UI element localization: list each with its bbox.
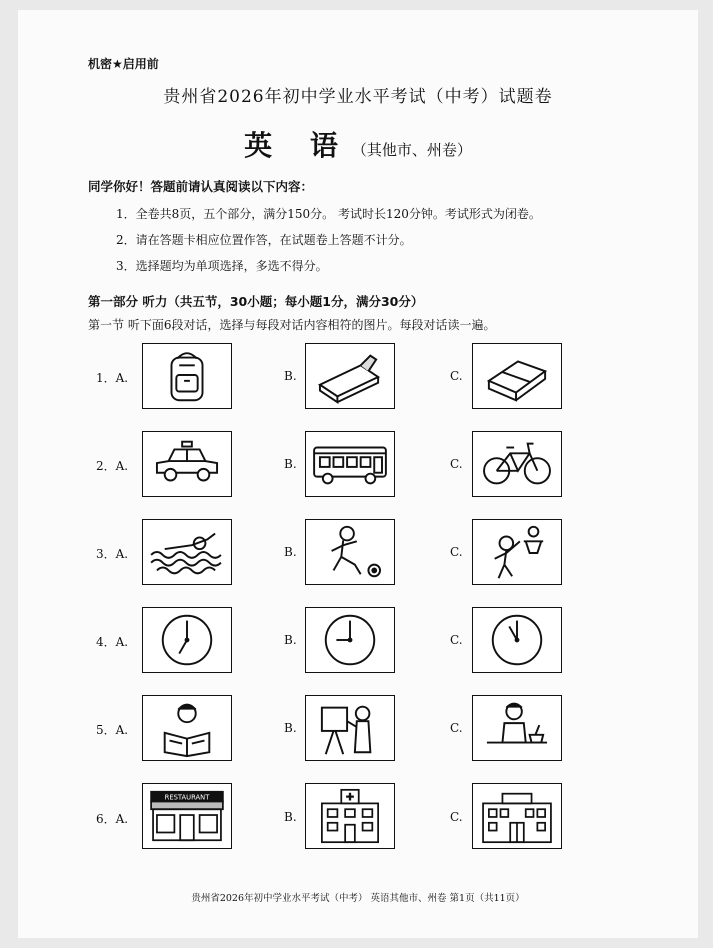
bicycle-icon: [473, 432, 561, 496]
school-icon: [473, 784, 561, 848]
option-1c-picture[interactable]: [472, 343, 562, 409]
rule-2: 2．请在答题卡相应位置作答，在试题卷上答题不计分。: [116, 233, 412, 247]
subject-note: （其他市、州卷）: [351, 141, 472, 159]
option-3a-picture[interactable]: [142, 519, 232, 585]
option-1b-picture[interactable]: [305, 343, 395, 409]
secret-mark: 机密★启用前: [88, 57, 159, 71]
question-5-label: 5．A.: [96, 723, 129, 737]
option-1c-label: C.: [450, 369, 463, 383]
option-5b-label: B.: [284, 721, 297, 735]
option-3b-picture[interactable]: [305, 519, 395, 585]
exam-title: 贵州省2026年初中学业水平考试（中考）试题卷: [163, 87, 553, 107]
option-2b-picture[interactable]: [305, 431, 395, 497]
option-3b-label: B.: [284, 545, 297, 559]
option-2b-label: B.: [284, 457, 297, 471]
option-1b-label: B.: [284, 369, 297, 383]
eraser-icon: [473, 344, 561, 408]
option-6c-label: C.: [450, 810, 463, 824]
question-3-label: 3．A.: [96, 547, 129, 561]
clock-7-icon: [143, 608, 231, 672]
option-6a-picture[interactable]: [142, 783, 232, 849]
question-1-label: 1．A.: [96, 371, 129, 385]
option-4c-label: C.: [450, 633, 463, 647]
taxi-icon: [143, 432, 231, 496]
part1-title: 第一部分 听力（共五节，30小题；每小题1分，满分30分）: [88, 294, 424, 309]
clock-11-icon: [473, 608, 561, 672]
restaurant-icon: [143, 784, 231, 848]
instructions-greeting: 同学你好！答题前请认真阅读以下内容：: [88, 179, 314, 194]
clock-9-icon: [306, 608, 394, 672]
restaurant-sign: RESTAURANT: [164, 793, 210, 802]
cooking-icon: [473, 696, 561, 760]
subject-heading: [18, 124, 698, 164]
page-footer: 贵州省2026年初中学业水平考试（中考） 英语其他市、州卷 第1页（共11页）: [191, 893, 525, 904]
option-5c-label: C.: [450, 721, 463, 735]
football-icon: [306, 520, 394, 584]
painting-icon: [306, 696, 394, 760]
option-4b-picture[interactable]: [305, 607, 395, 673]
option-3c-picture[interactable]: [472, 519, 562, 585]
subject-name: 英 语: [244, 129, 352, 162]
option-5c-picture[interactable]: [472, 695, 562, 761]
option-2c-label: C.: [450, 457, 463, 471]
pencil-case-icon: [306, 344, 394, 408]
option-4b-label: B.: [284, 633, 297, 647]
rule-3: 3．选择题均为单项选择，多选不得分。: [116, 259, 328, 273]
option-4a-picture[interactable]: [142, 607, 232, 673]
hospital-icon: [306, 784, 394, 848]
bus-icon: [306, 432, 394, 496]
option-6b-picture[interactable]: [305, 783, 395, 849]
option-5b-picture[interactable]: [305, 695, 395, 761]
option-4c-picture[interactable]: [472, 607, 562, 673]
question-6-label: 6．A.: [96, 812, 129, 826]
option-2c-picture[interactable]: [472, 431, 562, 497]
option-2a-picture[interactable]: [142, 431, 232, 497]
rule-1: 1．全卷共8页，五个部分，满分150分。 考试时长120分钟。考试形式为闭卷。: [116, 207, 541, 221]
option-3c-label: C.: [450, 545, 463, 559]
reading-icon: [143, 696, 231, 760]
question-2-label: 2．A.: [96, 459, 129, 473]
swimming-icon: [143, 520, 231, 584]
backpack-icon: [143, 344, 231, 408]
option-5a-picture[interactable]: [142, 695, 232, 761]
exam-page: [18, 10, 698, 938]
option-6b-label: B.: [284, 810, 297, 824]
section1-instruction: 第一节 听下面6段对话，选择与每段对话内容相符的图片。每段对话读一遍。: [88, 318, 496, 332]
option-6c-picture[interactable]: [472, 783, 562, 849]
question-4-label: 4．A.: [96, 635, 129, 649]
basketball-icon: [473, 520, 561, 584]
option-1a-picture[interactable]: [142, 343, 232, 409]
